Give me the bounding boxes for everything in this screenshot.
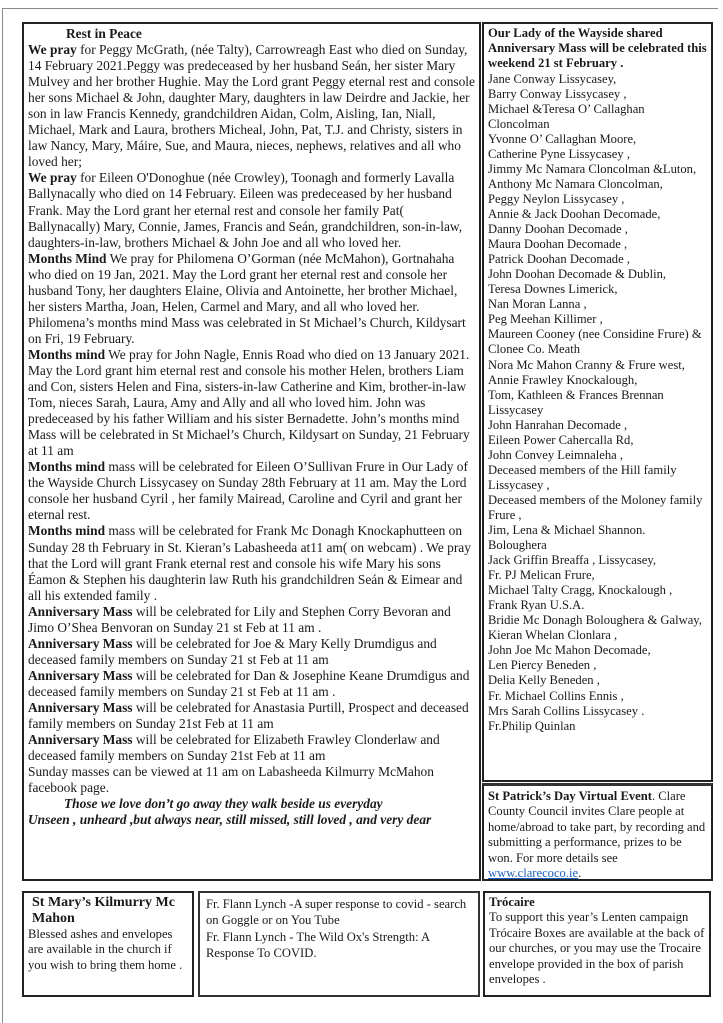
wayside-name-list: [488, 72, 707, 734]
notice-entry: [28, 668, 475, 700]
notice-entry: [28, 251, 475, 347]
notice-text: mass will be celebrated for Frank Mc Donagh Knockaphutteen on Sunday 28 th February in St. Kieran’s Labasheeda at11 am( on webcam) . We pray that the Lord will grant Frank eternal rest and console his wife Mary his sons Éamon & Stephen his daughterin law Ruth his grandchildren Seán & Eimear and all his extended family .: [28, 523, 471, 603]
wayside-name: Yvonne O’ Callaghan Moore,: [488, 131, 637, 146]
wayside-name: Michael Talty Cragg, Knockalough ,: [488, 583, 673, 598]
wayside-name: Frank Ryan U.S.A.: [488, 598, 585, 613]
wayside-name: Maureen Cooney (nee Considine Frure) & Clonee Co. Meath: [488, 327, 702, 357]
notice-entry: [28, 604, 475, 636]
rest-in-peace-box: [22, 22, 481, 881]
notice-entry: [28, 636, 475, 668]
clarecoco-link[interactable]: www.clarecoco.ie: [488, 866, 579, 881]
notice-entry: [28, 347, 475, 459]
notice-text: will be celebrated for Elizabeth Frawley Clonderlaw and deceased family members on Sunday 21st Feb at 11 am: [28, 732, 440, 764]
wayside-name: Michael &Teresa O’ Callaghan Cloncolman: [488, 101, 645, 131]
wayside-name: Len Piercy Beneden ,: [488, 658, 597, 673]
wayside-name: Teresa Downes Limerick,: [488, 282, 618, 297]
wayside-name: Peggy Neylon Lissycasey ,: [488, 191, 625, 206]
notice-lead: Months mind: [28, 459, 106, 475]
notice-lead: Months Mind: [28, 250, 107, 266]
notice-lead: Months mind: [28, 346, 106, 362]
wayside-name: Danny Doohan Decomade ,: [488, 222, 628, 237]
notice-entry: [28, 732, 475, 764]
notice-entry: [28, 459, 475, 523]
st-patricks-day-box: [482, 783, 713, 881]
notice-lead: We pray: [28, 170, 77, 186]
wayside-name: John Doohan Decomade & Dublin,: [488, 267, 667, 282]
wayside-name: Annie Frawley Knockalough,: [488, 372, 638, 387]
st-patricks-heading: St Patrick’s Day Virtual Event: [488, 789, 652, 803]
notice-entry: [28, 523, 475, 603]
wayside-name: Fr. PJ Melican Frure,: [488, 568, 595, 583]
notice-list: [28, 42, 475, 764]
wayside-name: Annie & Jack Doohan Decomade,: [488, 207, 661, 222]
quote-line-2: Unseen , unheard ,but always near, still missed, still loved , and very dear: [28, 812, 432, 828]
notice-lead: Anniversary Mass: [28, 635, 133, 651]
notice-text: will be celebrated for Joe & Mary Kelly Drumdigus and deceased family members on Sunday 21 st Feb at 11 am: [28, 635, 437, 667]
quote-line-1: Those we love don’t go away they walk beside us everyday: [64, 796, 383, 812]
trocaire-body: To support this year’s Lenten campaign Trócaire Boxes are available at the back of our churches, or you may use the Trocaire envelope provided in the box of parish envelopes .: [489, 910, 705, 987]
wayside-name: Patrick Doohan Decomade ,: [488, 252, 630, 267]
wayside-name: Jane Conway Lissycasey,: [488, 71, 617, 86]
wayside-name: Maura Doohan Decomade ,: [488, 237, 628, 252]
trocaire-heading: Trócaire: [489, 895, 535, 909]
rest-in-peace-title: Rest in Peace: [66, 26, 142, 41]
st-patricks-tail: .: [578, 866, 582, 881]
wayside-name: Jack Griffin Breaffa , Lissycasey,: [488, 553, 656, 568]
facebook-note: Sunday masses can be viewed at 11 am on Labasheeda Kilmurry McMahon facebook page.: [28, 764, 434, 796]
notice-text: will be celebrated for Lily and Stephen Corry Bevoran and Jimo O’Shea Benvoran on Sunday 21 st Feb at 11 am .: [28, 603, 451, 635]
wayside-name: John Joe Mc Mahon Decomade,: [488, 643, 651, 658]
wayside-name: Tom, Kathleen & Frances Brennan Lissycasey: [488, 387, 664, 417]
notice-text: We pray for Philomena O’Gorman (née McMahon), Gortnahaha who died on 19 Jan, 2021. May the Lord grant her eternal rest and console her husband Tony, her daughters Elaine, Olivia and Antoinette, her brother Michael, her sisters Martha, Joan, Helen, Carmel and Mary, and all who loved her. Philomena’s months mind Mass was celebrated in St Michael’s Church, Kildysart on Fri, 19 February.: [28, 250, 466, 346]
page-frame-left: [2, 8, 3, 1023]
notice-text: mass will be celebrated for Eileen O’Sullivan Frure in Our Lady of the Wayside Church Lissycasey on Sunday 28th February at 11 am. May the Lord console her husband Cyril , her family Mairead, Caroline and Cyril and grant her eternal rest.: [28, 459, 468, 523]
notice-lead: Anniversary Mass: [28, 603, 133, 619]
notice-entry: [28, 42, 475, 170]
wayside-anniversary-box: [482, 22, 713, 782]
st-marys-kilmurry-box: [22, 891, 194, 997]
notice-lead: We pray: [28, 42, 77, 58]
fr-flann-lynch-box: [198, 891, 480, 997]
wayside-name: Nan Moran Lanna ,: [488, 297, 587, 312]
trocaire-box: [483, 891, 711, 997]
st-marys-body: Blessed ashes and envelopes are available in the church if you wish to bring them home .: [28, 927, 183, 972]
notice-text: for Peggy McGrath, (née Talty), Carrowreagh East who died on Sunday, 14 February 2021.Peggy was predeceased by her husband Seán, her sister Mary Mulvey and her brother Hughie. May the Lord grant Peggy eternal rest and console her sons Michael & John, daughter Mary, daughters in law Deirdre and Jackie, her son in law Francis Kennedy, grandchildren Aidan, Colm, Aisling, Ian, Niall, Michael, Mark and Laura, brothers Micheal, John, Pat, T.J. and Christy, sisters in law Nancy, Mary, Máire, Sue, and Maura, nieces, nephews, relatives and all who loved her;: [28, 42, 475, 170]
notice-lead: Anniversary Mass: [28, 732, 133, 748]
wayside-name: Jim, Lena & Michael Shannon. Boloughera: [488, 523, 646, 553]
wayside-name: Fr.Philip Quinlan: [488, 718, 576, 733]
wayside-name: John Convey Leimnaleha ,: [488, 447, 624, 462]
wayside-name: Deceased members of the Moloney family Frure ,: [488, 492, 703, 522]
notice-text: We pray for John Nagle, Ennis Road who died on 13 January 2021. May the Lord grant him eternal rest and console his mother Helen, brothers Liam and Con, sisters Helen and Fina, sisters-in-law Catherine and Kim, brother-in-law Tom, nieces Sarah, Laura, Amy and Ally and all who loved him. John was predeceased by his father William and his sister Bernadette. John’s months mind Mass will be celebrated in St Michael’s Church, Kildysart on Sunday, 21 February at 11 am: [28, 346, 470, 459]
notice-text: will be celebrated for Anastasia Purtill, Prospect and deceased family members on Sunday 21st Feb at 11 am: [28, 699, 469, 732]
notice-lead: Anniversary Mass: [28, 699, 133, 715]
wayside-name: Catherine Pyne Lissycasey ,: [488, 146, 630, 161]
wayside-name: Peg Meehan Killimer ,: [488, 312, 603, 327]
wayside-name: Kieran Whelan Clonlara ,: [488, 628, 618, 643]
wayside-name: John Hanrahan Decomade ,: [488, 417, 628, 432]
wayside-name: Mrs Sarah Collins Lissycasey .: [488, 703, 645, 718]
flann-line-1: Fr. Flann Lynch -A super response to covid - search on Goggle or on You Tube: [206, 897, 467, 928]
wayside-name: Jimmy Mc Namara Cloncolman &Luton,: [488, 161, 697, 176]
wayside-name: Eileen Power Cahercalla Rd,: [488, 432, 634, 447]
st-patricks-body: . Clare County Council invites Clare people at home/abroad to take part, by recording and submitting a performance, prizes to be won. For more details see: [488, 789, 706, 865]
notice-entry: [28, 700, 475, 732]
wayside-name: Deceased members of the Hill family Lissycasey ,: [488, 462, 677, 492]
page-frame-top: [2, 8, 718, 9]
st-marys-heading: St Mary’s Kilmurry Mc Mahon: [32, 895, 175, 926]
notice-text: will be celebrated for Dan & Josephine Keane Drumdigus and deceased family members on Sunday 21 st Feb at 11 am .: [28, 667, 470, 699]
wayside-name: Delia Kelly Beneden ,: [488, 673, 600, 688]
flann-line-2: Fr. Flann Lynch - The Wild Ox's Strength: A Response To COVID.: [206, 929, 430, 961]
notice-text: for Eileen O'Donoghue (née Crowley), Toonagh and formerly Lavalla Ballynacally who died on 14 February. Eileen was predeceased by her husband Frank. May the Lord grant her eternal rest and console her family Pat( Ballynacally) Mary, Connie, James, Francis and Seán, grandchildren, son-in-law, daughters-in-law, brothers Michael & John Joe and all who loved her.: [28, 170, 463, 250]
wayside-name: Bridie Mc Donagh Boloughera & Galway,: [488, 613, 702, 628]
wayside-name: Barry Conway Lissycasey ,: [488, 86, 627, 101]
notice-lead: Anniversary Mass: [28, 667, 133, 683]
wayside-heading: Our Lady of the Wayside shared Anniversary Mass will be celebrated this weekend 21 st February .: [488, 26, 707, 71]
notice-lead: Months mind: [28, 523, 106, 539]
notice-entry: [28, 170, 475, 250]
wayside-name: Fr. Michael Collins Ennis ,: [488, 688, 624, 703]
wayside-name: Anthony Mc Namara Cloncolman,: [488, 176, 663, 191]
wayside-name: Nora Mc Mahon Cranny & Frure west,: [488, 357, 685, 372]
